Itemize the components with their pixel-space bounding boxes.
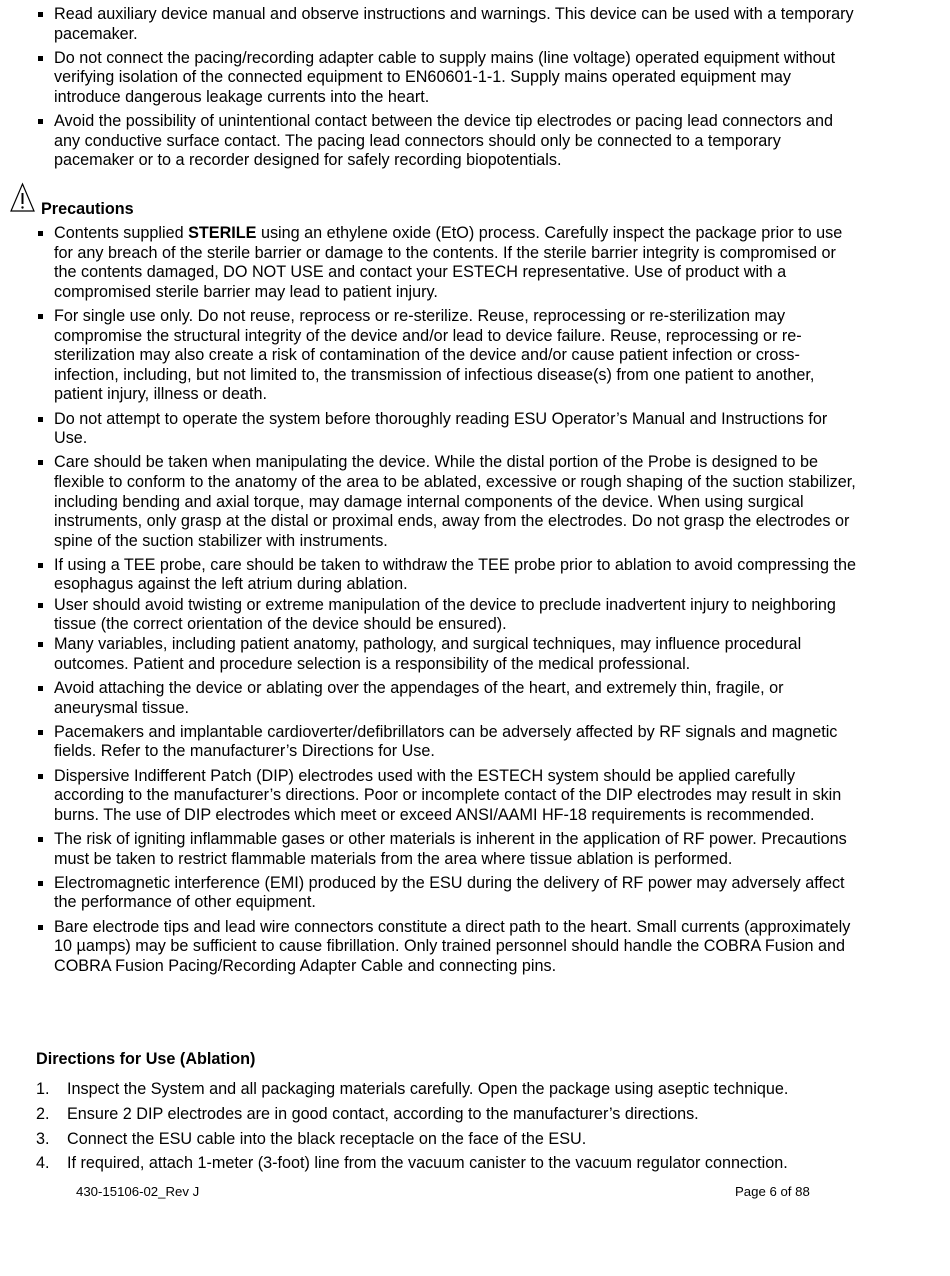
list-item xyxy=(36,679,858,718)
step-number: 4. xyxy=(36,1154,50,1173)
bullet-text: If using a TEE probe, care should be taken to withdraw the TEE probe prior to ablation to avoid compressing the esophagus against the left atrium during ablation. xyxy=(54,555,857,594)
list-item xyxy=(36,596,858,635)
directions-title: Directions for Use (Ablation) xyxy=(36,1050,256,1068)
step-text: If required, attach 1-meter (3-foot) line from the vacuum canister to the vacuum regulator connection. xyxy=(67,1154,788,1173)
bullet-square-icon xyxy=(38,730,43,735)
warning-triangle-icon xyxy=(10,182,36,214)
list-item xyxy=(36,1080,858,1100)
bullet-square-icon xyxy=(38,460,43,465)
bullet-text: Dispersive Indifferent Patch (DIP) electrodes used with the ESTECH system should be applied carefully according to the manufacturer’s directions. Poor or incomplete contact of the DIP electrodes may result in skin burns. The use of DIP electrodes which meet or exceed ANSI/AAMI HF-18 requirements is recommended. xyxy=(54,766,842,824)
bullet-square-icon xyxy=(38,642,43,647)
list-item xyxy=(36,830,858,869)
bullet-text: Do not attempt to operate the system before thoroughly reading ESU Operator’s Manual and Instructions for Use. xyxy=(54,409,828,448)
list-item xyxy=(36,1105,858,1125)
bullet-text: Bare electrode tips and lead wire connectors constitute a direct path to the heart. Small currents (approximately 10 µamps) may be sufficient to cause fibrillation. Only trained personnel should handle the COBRA Fusion and COBRA Fusion Pacing/Recording Adapter Cable and connecting pins. xyxy=(54,917,851,975)
list-item xyxy=(36,112,858,171)
directions-steps xyxy=(36,1080,858,1179)
step-number: 2. xyxy=(36,1104,50,1123)
bullet-square-icon xyxy=(38,686,43,691)
bullet-square-icon xyxy=(38,231,43,236)
bullet-text: Read auxiliary device manual and observe instructions and warnings. This device can be used with a temporary pacemaker. xyxy=(54,5,854,43)
footer-page-number: Page 6 of 88 xyxy=(735,1184,810,1199)
bullet-square-icon xyxy=(38,119,43,124)
step-number: 1. xyxy=(36,1080,50,1098)
precautions-title: Precautions xyxy=(41,200,134,218)
bullet-square-icon xyxy=(38,603,43,608)
step-number: 3. xyxy=(36,1129,50,1148)
bullet-square-icon xyxy=(38,314,43,319)
list-item xyxy=(36,307,858,405)
bullet-square-icon xyxy=(38,881,43,886)
bullet-square-icon xyxy=(38,417,43,422)
bullet-square-icon xyxy=(38,774,43,779)
list-item xyxy=(36,723,858,762)
bullet-square-icon xyxy=(38,563,43,568)
bullet-text: Many variables, including patient anatomy, pathology, and surgical techniques, may influence procedural outcomes. Patient and procedure selection is a responsibility of the medical professional. xyxy=(54,635,802,673)
list-item xyxy=(36,410,858,449)
bullet-text: Pacemakers and implantable cardioverter/defibrillators can be adversely affected by RF signals and magnetic fields. Refer to the manufacturer’s Directions for Use. xyxy=(54,722,838,761)
step-text: Inspect the System and all packaging materials carefully. Open the package using aseptic technique. xyxy=(67,1080,789,1098)
sterile-emphasis: STERILE xyxy=(188,224,257,242)
footer-doc-id: 430-15106-02_Rev J xyxy=(76,1184,200,1199)
list-item xyxy=(36,767,858,826)
bullet-square-icon xyxy=(38,925,43,930)
bullet-text: The risk of igniting inflammable gases or other materials is inherent in the application of RF power. Precautions must be taken to restrict flammable materials from the area where tissue ablation is performed. xyxy=(54,829,847,868)
list-item xyxy=(36,5,858,44)
bullet-square-icon xyxy=(38,56,43,61)
step-text: Connect the ESU cable into the black receptacle on the face of the ESU. xyxy=(67,1129,587,1148)
bullet-square-icon xyxy=(38,837,43,842)
precautions-list xyxy=(36,224,858,981)
bullet-text: Avoid attaching the device or ablating over the appendages of the heart, and extremely thin, fragile, or aneurysmal tissue. xyxy=(54,679,784,717)
list-item xyxy=(36,918,858,977)
bullet-text: Do not connect the pacing/recording adapter cable to supply mains (line voltage) operated equipment without verifying isolation of the connected equipment to EN60601-1-1. Supply mains operated equipment may introduce dangerous leakage currents into the heart. xyxy=(54,48,836,106)
list-item xyxy=(36,635,858,674)
bullet-text: For single use only. Do not reuse, reprocess or re-sterilize. Reuse, reprocessing or re-sterilization may compromise the structural integrity of the device and/or lead to device failure. Reuse, reprocessing or re-sterilization may also create a risk of contamination of the device and/or cause patient infection or cross-infection, including, but not limited to, the transmission of infectious disease(s) from one patient to another, patient injury, illness or death. xyxy=(54,306,815,404)
bullet-square-icon xyxy=(38,12,43,17)
bullet-text: Electromagnetic interference (EMI) produced by the ESU during the delivery of RF power may adversely affect the performance of other equipment. xyxy=(54,873,845,912)
bullet-text: Contents supplied STERILE using an ethylene oxide (EtO) process. Carefully inspect the package prior to use for any breach of the sterile barrier or damage to the contents. If the sterile barrier integrity is compromised or the contents damaged, DO NOT USE and contact your ESTECH representative. Use of product with a compromised sterile barrier may lead to patient injury. xyxy=(54,224,843,301)
list-item xyxy=(36,49,858,108)
bullet-text: Avoid the possibility of unintentional contact between the device tip electrodes or pacing lead connectors and any conductive surface contact. The pacing lead connectors should only be connected to a temporary pacemaker or to a recorder designed for safely recording biopotentials. xyxy=(54,112,833,170)
list-item xyxy=(36,1154,858,1174)
bullet-text: Care should be taken when manipulating the device. While the distal portion of the Probe is designed to be flexible to conform to the anatomy of the area to be ablated, excessive or rough shaping of the suction stabilizer, including bending and axial torque, may damage internal components of the device. When using surgical instruments, only grasp at the distal or proximal ends, away from the electrodes. Do not grasp the electrodes or spine of the suction stabilizer with instruments. xyxy=(54,453,856,550)
list-item xyxy=(36,874,858,913)
warnings-list xyxy=(36,5,858,176)
list-item xyxy=(36,453,858,551)
list-item xyxy=(36,224,858,302)
list-item xyxy=(36,1130,858,1150)
step-text: Ensure 2 DIP electrodes are in good contact, according to the manufacturer’s directions. xyxy=(67,1104,699,1123)
list-item xyxy=(36,556,858,595)
bullet-text: User should avoid twisting or extreme manipulation of the device to preclude inadvertent injury to neighboring tissue (the correct orientation of the device should be ensured). xyxy=(54,595,836,634)
